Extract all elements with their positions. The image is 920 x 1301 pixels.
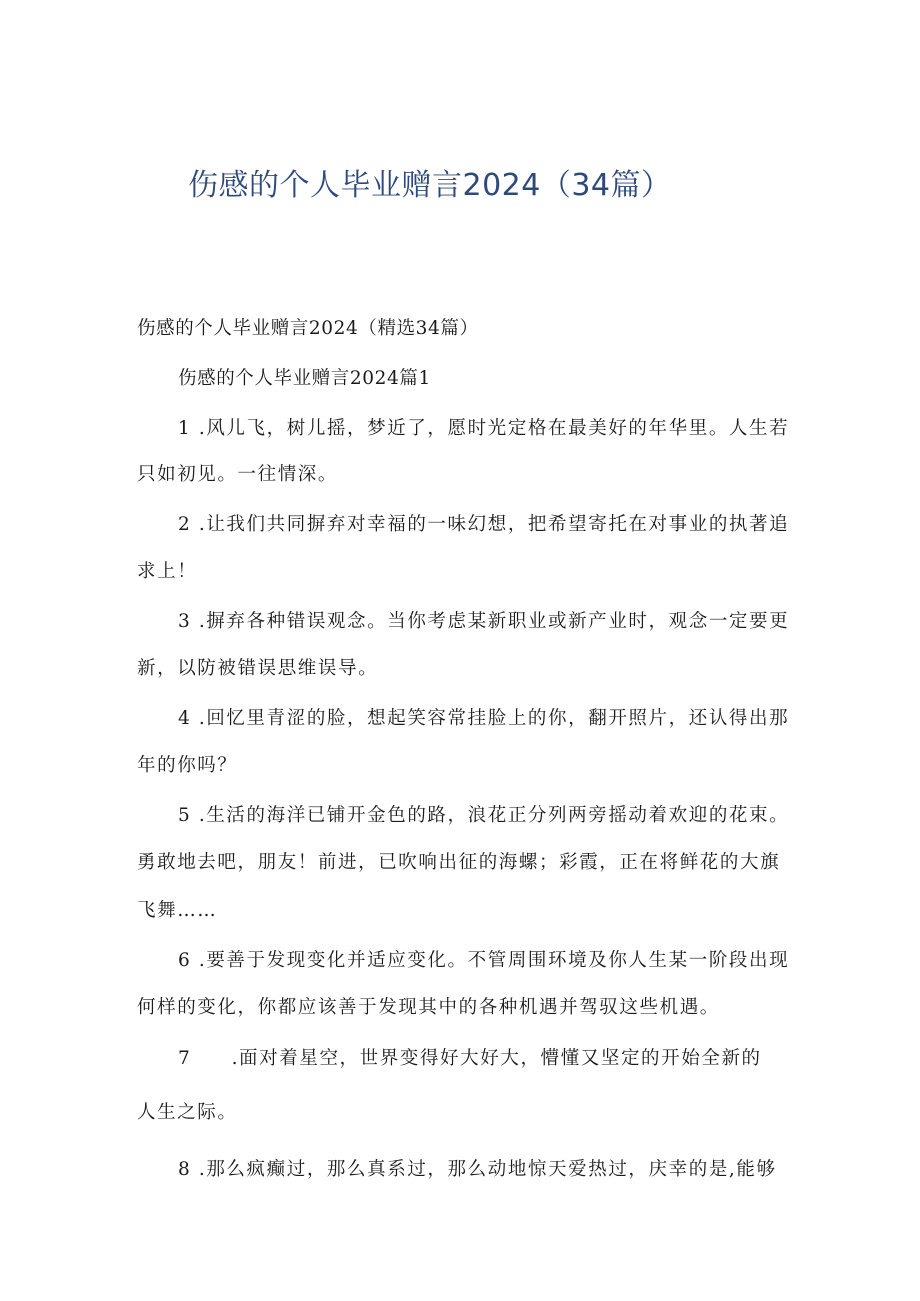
paragraph-line: 4 .回忆里青涩的脸，想起笑容常挂脸上的你，翻开照片，还认得出那 xyxy=(178,708,790,729)
paragraph-line: 求上！ xyxy=(137,561,198,582)
paragraph-line: 年的你吗？ xyxy=(137,755,238,776)
paragraph-line: 新，以防被错误思维误导。 xyxy=(137,658,379,679)
paragraph-line: 3 .摒弃各种错误观念。当你考虑某新职业或新产业时，观念一定要更 xyxy=(178,611,790,632)
paragraph-line: 人生之际。 xyxy=(137,1102,238,1123)
paragraph-line: 1 .风儿飞，树儿摇，梦近了，愿时光定格在最美好的年华里。人生若 xyxy=(178,418,790,439)
paragraph-line: 只如初见。一往情深。 xyxy=(137,464,339,485)
paragraph-line: 6 .要善于发现变化并适应变化。不管周围环境及你人生某一阶段出现 xyxy=(178,950,790,971)
paragraph-line: 何样的变化，你都应该善于发现其中的各种机遇并驾驭这些机遇。 xyxy=(137,997,720,1018)
document-subtitle: 伤感的个人毕业赠言2024（精选34篇） xyxy=(137,318,479,339)
paragraph-line: 飞舞…… xyxy=(137,900,218,921)
paragraph-line: 8 .那么疯癫过，那么真系过，那么动地惊天爱热过，庆幸的是,能够 xyxy=(178,1159,777,1180)
paragraph-line: 2 .让我们共同摒弃对幸福的一味幻想，把希望寄托在对事业的执著追 xyxy=(178,514,790,535)
paragraph-line: 勇敢地去吧，朋友！前进，已吹响出征的海螺；彩霞，正在将鲜花的大旗 xyxy=(137,852,781,873)
paragraph-line: 7 .面对着星空，世界变得好大好大，懵懂又坚定的开始全新的 xyxy=(178,1048,762,1069)
paragraph-line: 5 .生活的海洋已铺开金色的路，浪花正分列两旁摇动着欢迎的花束。 xyxy=(178,805,790,826)
section-heading: 伤感的个人毕业赠言2024篇1 xyxy=(178,368,431,389)
page-title: 伤感的个人毕业赠言2024（34篇） xyxy=(188,168,672,203)
